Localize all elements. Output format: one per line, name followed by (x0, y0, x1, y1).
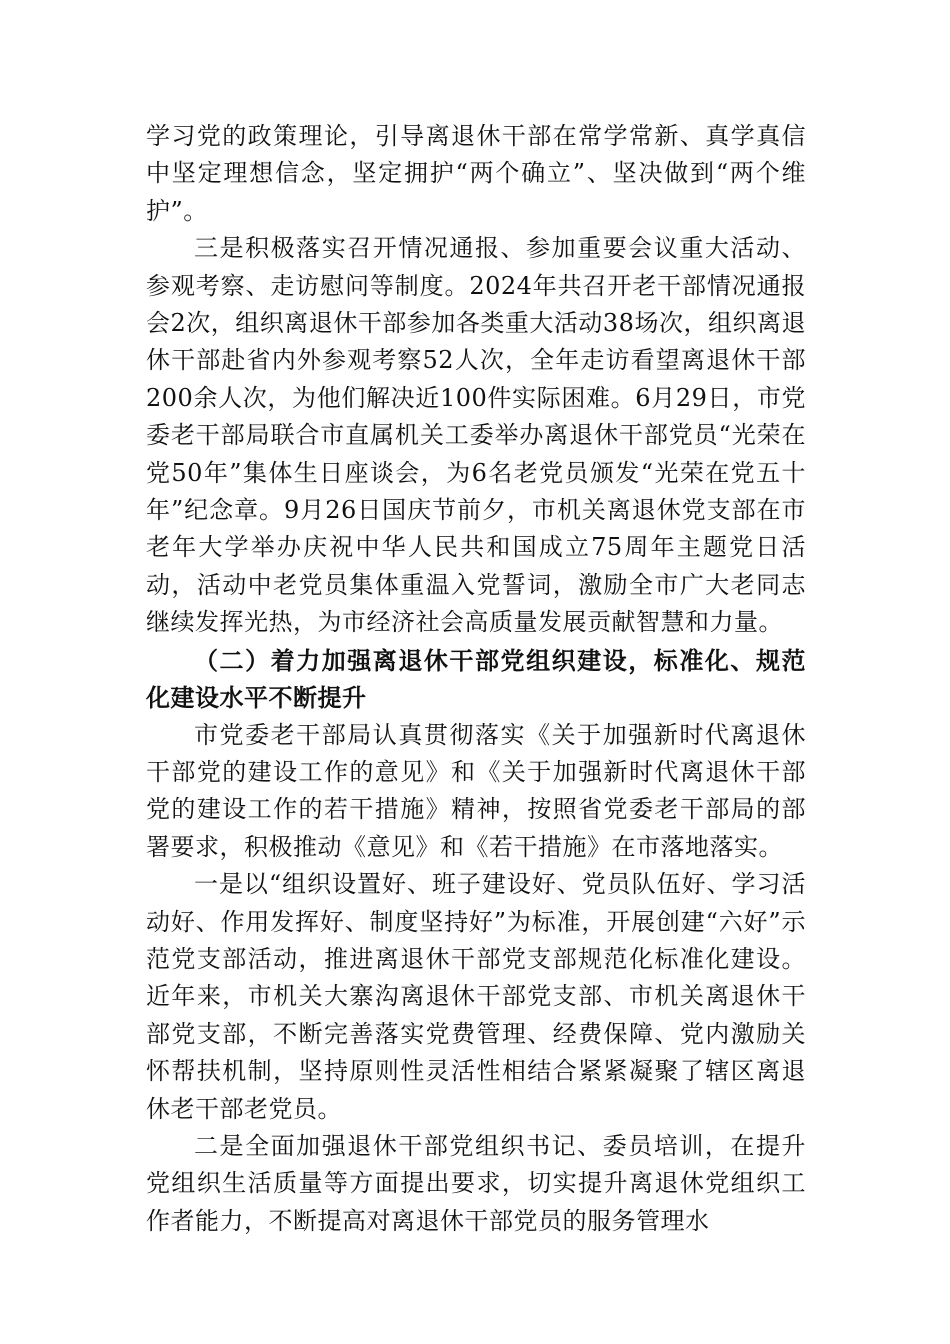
paragraph-secretary-training: 二是全面加强退休干部党组织书记、委员培训，在提升党组织生活质量等方面提出要求，切实提升离退休党组织工作者能力，不断提高对离退休干部党员的服务管理水 (146, 1131, 806, 1235)
section-heading-party-organization: （二）着力加强离退休干部党组织建设，标准化、规范化建设水平不断提升 (146, 645, 806, 713)
paragraph-six-good-branches: 一是以“组织设置好、班子建设好、党员队伍好、学习活动好、作用发挥好、制度坚持好”为标准，开展创建“六好”示范党支部活动，推进离退休干部党支部规范化标准化建设。近年来，市机关大寨沟离退休干部党支部、市机关离退休干部党支部，不断完善落实党费管理、经费保障、党内激励关怀帮扶机制，坚持原则性灵活性相结合紧紧凝聚了辖区离退休老干部老党员。 (146, 870, 806, 1123)
paragraph-policy-study: 学习党的政策理论，引导离退休干部在常学常新、真学真信中坚定理想信念，坚定拥护“两个确立”、坚决做到“两个维护”。 (146, 122, 806, 225)
paragraph-opinions-implementation: 市党委老干部局认真贯彻落实《关于加强新时代离退休干部党的建设工作的意见》和《关于加强新时代离退休干部党的建设工作的若干措施》精神，按照省党委老干部局的部署要求，积极推动《意见》和《若干措施》在市落地落实。 (146, 720, 806, 861)
document-body (146, 118, 806, 1240)
paragraph-system-implementation: 三是积极落实召开情况通报、参加重要会议重大活动、参观考察、走访慰问等制度。2024年共召开老干部情况通报会2次，组织离退休干部参加各类重大活动38场次，组织离退休干部赴省内外参观考察52人次，全年走访看望离退休干部200余人次，为他们解决近100件实际困难。6月29日，市党委老干部局联合市直属机关工委举办离退休干部党员“光荣在党50年”集体生日座谈会，为6名老党员颁发“光荣在党五十年”纪念章。9月26日国庆节前夕，市机关离退休党支部在市老年大学举办庆祝中华人民共和国成立75周年主题党日活动，活动中老党员集体重温入党誓词，激励全市广大老同志继续发挥光热，为市经济社会高质量发展贡献智慧和力量。 (146, 234, 806, 637)
